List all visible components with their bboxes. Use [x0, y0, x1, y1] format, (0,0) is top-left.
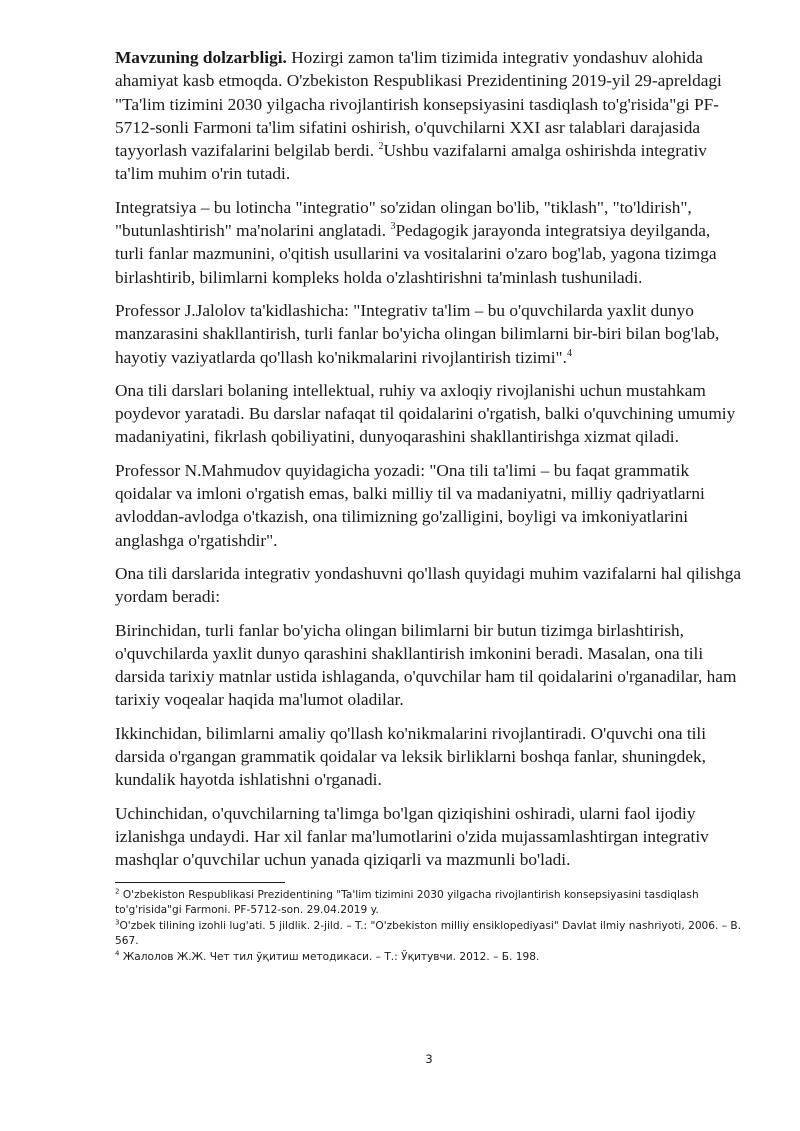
paragraph-integration — [115, 196, 743, 289]
footnote-item — [115, 919, 743, 950]
footnote-text: O'zbekiston Respublikasi Prezidentining "Ta'lim tizimini 2030 yilgacha rivojlantirish konsepsiyasini tasdiqlash to'g'risida"gi Farmoni. PF-5712-son. 29.04.2019 y. — [115, 888, 699, 917]
footnote-mark: 2 — [115, 886, 120, 895]
footnote-ref[interactable]: 2 — [378, 141, 384, 153]
footnote-ref[interactable]: 3 — [390, 221, 396, 233]
paragraph-mahmudov: Professor N.Mahmudov quyidagicha yozadi: "Ona tili ta'limi – bu faqat grammatik qoidalar va imloni o'rgatish emas, balki milliy til va madaniyatni, milliy qadriyatlarni avloddan-avlodga o'tkazish, ona tilimizning go'zalligini, boyligi va imkoniyatlarini anglashga o'rgatishdir". — [115, 460, 705, 550]
footnotes — [115, 888, 743, 966]
page-number: 3 — [425, 1052, 433, 1066]
paragraph-text: Ushbu vazifalarni amalga oshirishda integrativ ta'lim muhim o'rin tutadi. — [115, 141, 707, 184]
paragraph-text: Integratsiya – bu lotincha "integratio" so'zidan olingan bo'lib, "tiklash", "to'ldirish", "butunlashtirish" ma'nolarini anglatadi. — [115, 197, 692, 241]
paragraph-native-language: Ona tili darslari bolaning intellektual, ruhiy va axloqiy rivojlanishi uchun mustahkam poydevor yaratadi. Bu darslar nafaqat til qoidalarini o'rgatish, balki o'quvchining umumiy madaniyatini, fikrlash qobiliyatini, dunyoqarashini shakllantirishga xizmat qiladi. — [115, 380, 736, 447]
paragraph-text: Hozirgi zamon ta'lim tizimida integrativ yondashuv alohida ahamiyat kasb etmoqda. O'zbekiston Respublikasi Prezidentining 2019-yil 29-apreldagi "Ta'lim tizimini 2030 yilgacha rivojlantirish konsepsiyasini tasdiqlash to'g'risida"gi PF-5712-sonli Farmoni ta'lim sifatini oshirish, o'quvchilarni XXI asr talablari darajasida tayyorlash vazifalarini belgilab berdi. — [115, 48, 722, 161]
paragraph-first: Birinchidan, turli fanlar bo'yicha olingan bilimlarni bir butun tizimga birlashtirish, o'quvchilarda yaxlit dunyo qarashini shakllantirish imkonini beradi. Masalan, ona tili darsida tarixiy matnlar ustida ishlaganda, o'quvchilar ham til qoidalarini o'rganadilar, ham tarixiy voqealar haqida ma'lumot oladilar. — [115, 620, 737, 710]
paragraph-relevance — [115, 46, 743, 186]
document-page — [115, 46, 743, 1066]
paragraph-second: Ikkinchidan, bilimlarni amaliy qo'llash ko'nikmalarini rivojlantiradi. O'quvchi ona tili darsida o'rgangan grammatik qoidalar va leksik birliklarni boshqa fanlar, shuningdek, kundalik hayotda ishlatishni o'rganadi. — [115, 723, 707, 790]
paragraph-jalolov — [115, 299, 743, 369]
footnote-item — [115, 888, 743, 919]
section-lead: Mavzuning dolzarbligi. — [115, 48, 287, 67]
paragraph-third: Uchinchidan, o'quvchilarning ta'limga bo'lgan qiziqishini oshiradi, ularni faol ijodiy izlanishga undaydi. Har xil fanlar ma'lumotlarini o'zida mujassamlashtirgan integrativ mashqlar o'quvchilar uchun yanada qiziqarli va mazmunli bo'ladi. — [115, 803, 709, 870]
paragraph-tasks-intro: Ona tili darslarida integrativ yondashuvni qo'llash quyidagi muhim vazifalarni hal qilishga yordam beradi: — [115, 563, 742, 607]
paragraph-text: Professor J.Jalolov ta'kidlashicha: "Integrativ ta'lim – bu o'quvchilarda yaxlit dunyo manzarasini shakllantirish, turli fanlar bo'yicha olingan bilimlarni bir-biri bilan bog'lab, hayotiy vaziyatlarda qo'llash ko'nikmalarini rivojlantirish tizimi". — [115, 300, 720, 367]
footnote-item — [115, 950, 743, 966]
paragraph-text: Pedagogik jarayonda integratsiya deyilganda, turli fanlar mazmunini, o'qitish usullarini va vositalarini o'zaro bog'lab, yagona tizimga birlashtirib, bilimlarni kompleks holda o'zlashtirishni ta'minlash tushuniladi. — [115, 221, 717, 287]
footnote-text: O'zbek tilining izohli lug'ati. 5 jildlik. 2-jild. – T.: "O'zbekiston milliy ensiklopediyasi" Davlat ilmiy nashriyoti, 2006. – B. 567. — [115, 919, 742, 948]
footnote-ref[interactable]: 4 — [566, 347, 572, 359]
footnote-mark: 3 — [115, 918, 120, 927]
footnote-text: Жалолов Ж.Ж. Чет тил ўқитиш методикаси. – Т.: Ўқитувчи. 2012. – Б. 198. — [119, 950, 540, 963]
footnote-mark: 4 — [115, 949, 120, 958]
footnote-divider — [115, 882, 285, 883]
